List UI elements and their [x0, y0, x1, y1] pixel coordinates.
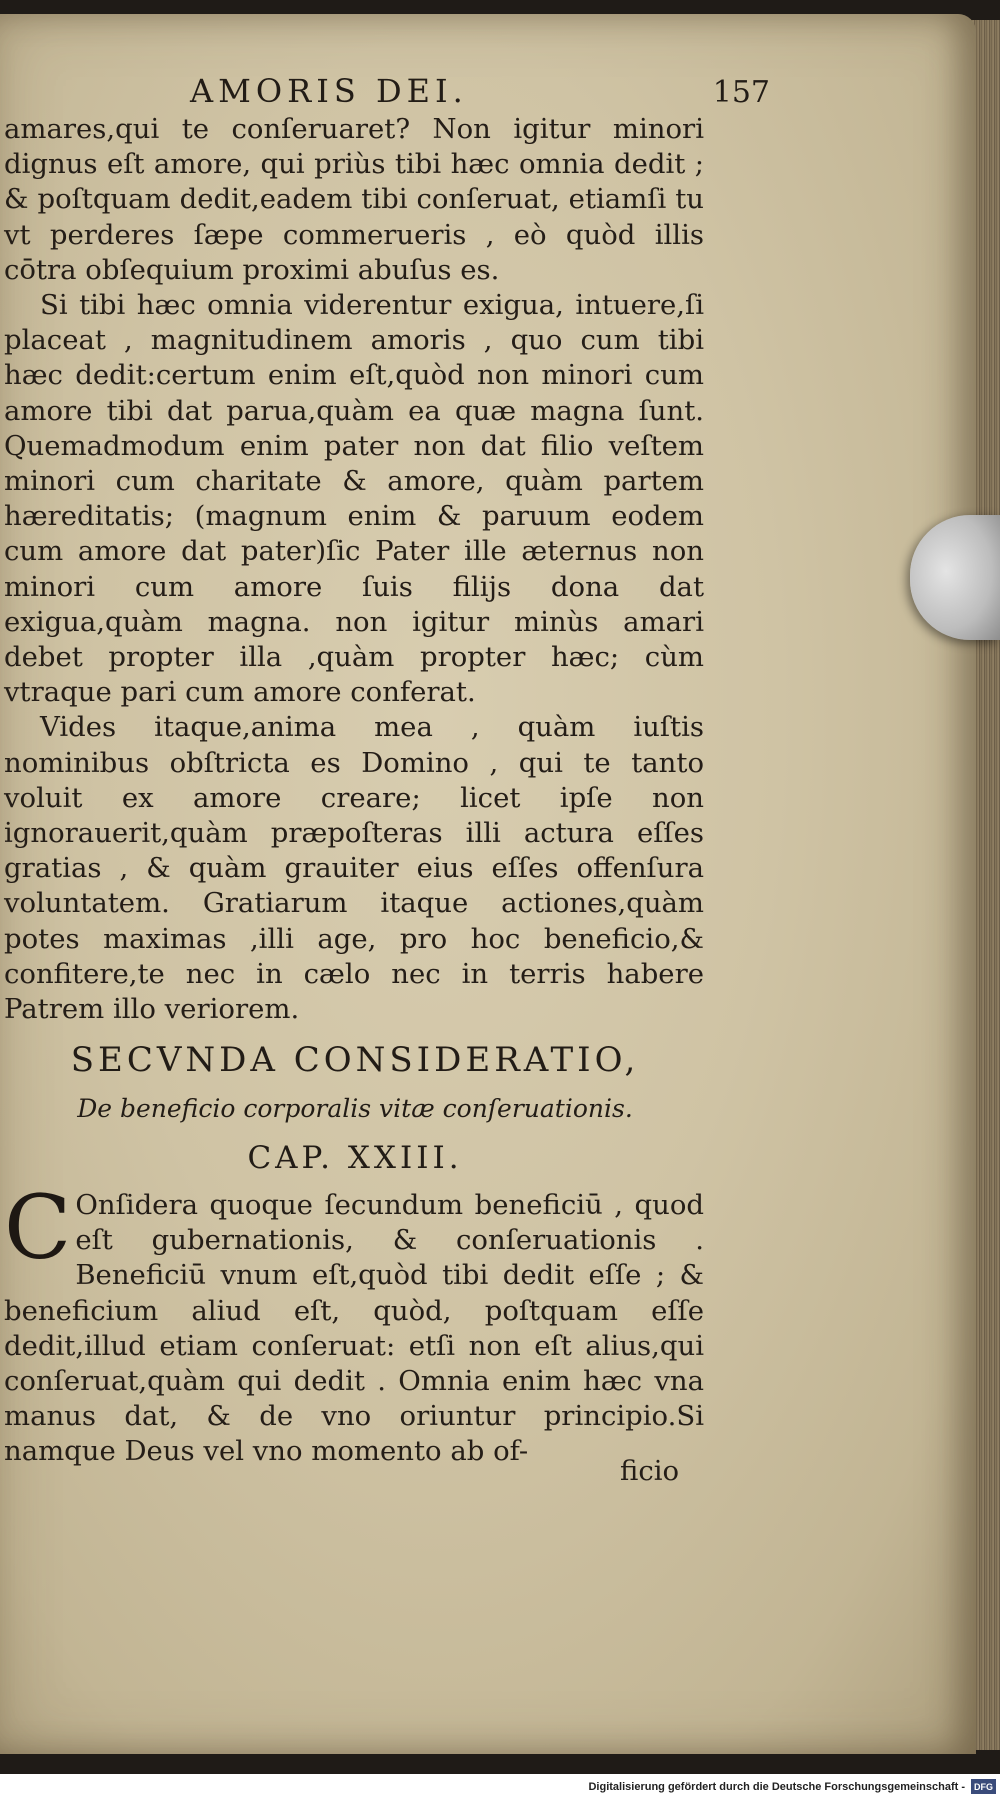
- chapter-paragraph: Onſidera quoque ſecundum beneficiū , quod eſt gubernationis, & conſeruationis . Beneficiū vnum eſt,quòd tibi dedit eſſe ; & beneficium aliud eſt, quòd, poſtquam eſſe dedit,illud etiam conſeruat: etſi non eſt alius,qui conſeruat,quàm qui dedit . Omnia enim hæc vna manus dat, & de vno oriuntur principio.Si namque Deus vel vno momento ab of-: [4, 1189, 704, 1468]
- section-title: SECVNDA CONSIDERATIO,: [70, 1040, 640, 1080]
- page-number: 157: [712, 75, 770, 110]
- chapter-number: CAP. XXIII.: [247, 1140, 463, 1176]
- paragraph-1: amares,qui te conſeruaret? Non igitur minori dignus eſt amore, qui priùs tibi hæc omnia dedit ; & poſtquam dedit,eadem tibi conſeruat, etiamſi tu vt perderes ſæpe commerueris , eò quòd illis cōtra obſequium proximi abuſus es.: [4, 113, 704, 286]
- footer-credit: Digitalisierung gefördert durch die Deutsche Forschungsgemeinschaft -: [588, 1780, 965, 1793]
- drop-cap: C: [4, 1176, 72, 1279]
- page-header: [190, 72, 770, 110]
- section-subtitle: De beneficio corporalis vitæ conſeruationis.: [77, 1094, 633, 1123]
- dfg-logo-icon: DFG: [971, 1779, 996, 1794]
- running-title: AMORIS DEI.: [190, 72, 468, 110]
- catchword: ficio: [620, 1455, 680, 1487]
- paragraph-3: Vides itaque,anima mea , quàm iuſtis nominibus obſtricta es Domino , qui te tanto voluit ex amore creare; licet ipſe non ignorauerit,quàm præpoſteras illi actura eſſes gratias , & quàm grauiter eius eſſes offenſura voluntatem. Gratiarum itaque actiones,quàm potes maximas ,illi age, pro hoc beneficio,& confitere,te nec in cælo nec in terris habere Patrem illo veriorem.: [4, 711, 704, 1026]
- body-text: [4, 112, 704, 1027]
- paragraph-2: Si tibi hæc omnia viderentur exigua, intuere,ſi placeat , magnitudinem amoris , quo cum tibi hæc dedit:certum enim eſt,quòd non minori cum amore tibi dat parua,quàm ea quæ magna ſunt. Quemadmodum enim pater non dat filio veſtem minori cum charitate & amore, quàm partem hæreditatis; (magnum enim & paruum eodem cum amore dat pater)ſic Pater ille æternus non minori cum amore ſuis filijs dona dat exigua,quàm magna. non igitur minùs amari debet propter illa ,quàm propter hæc; cùm vtraque pari cum amore conferat.: [4, 289, 704, 709]
- digitization-footer: [0, 1774, 1000, 1799]
- chapter-text: [4, 1176, 704, 1470]
